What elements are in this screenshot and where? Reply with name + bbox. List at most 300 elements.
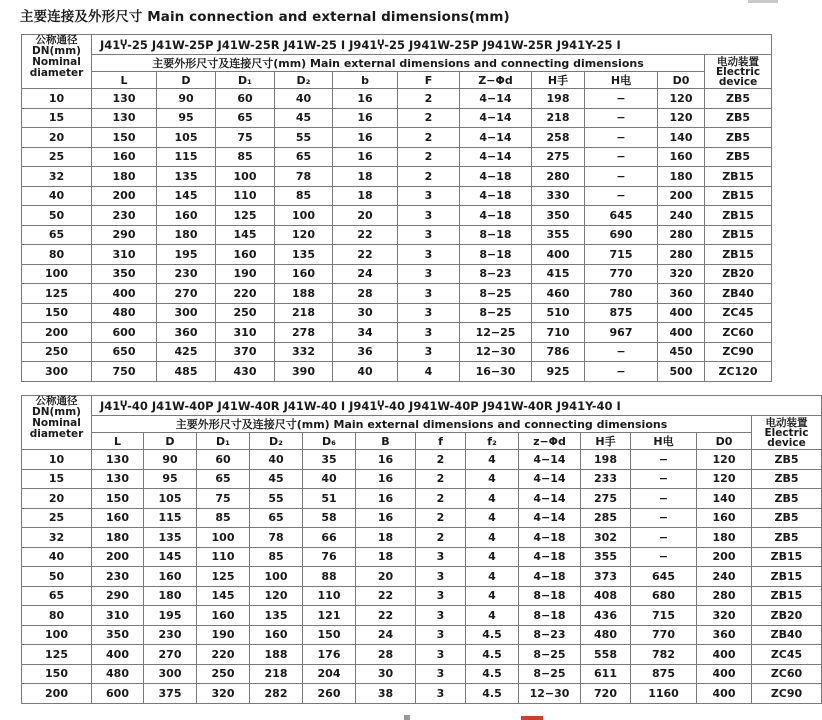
table-cell: 95 — [157, 108, 216, 128]
dim-header-cell: b — [333, 72, 398, 89]
table-cell: − — [585, 167, 658, 187]
table-cell: ZB5 — [752, 469, 822, 489]
table-cell: 58 — [303, 508, 356, 528]
table-cell: 120 — [697, 450, 752, 470]
table-row — [22, 469, 822, 489]
table-row — [22, 450, 822, 470]
table-cell: 782 — [631, 645, 697, 665]
table-cell: 600 — [92, 323, 157, 343]
table-cell: 275 — [532, 147, 585, 167]
table-cell: 310 — [216, 323, 275, 343]
table-cell: 12−30 — [460, 342, 532, 362]
dn-label-cn: 公称通径 — [35, 34, 78, 46]
table-cell: 4−18 — [460, 206, 532, 226]
table-cell: 188 — [250, 645, 303, 665]
table-cell: 198 — [581, 450, 631, 470]
table-cell: 2 — [398, 89, 460, 109]
table-cell: 350 — [92, 625, 144, 645]
table-cell: 200 — [92, 547, 144, 567]
table-cell: 40 — [250, 450, 303, 470]
table-cell: 135 — [250, 606, 303, 626]
table-cell: 645 — [585, 206, 658, 226]
table-cell: 4 — [466, 606, 519, 626]
table-cell: 22 — [333, 225, 398, 245]
table-cell: 3 — [398, 323, 460, 343]
table-cell: 2 — [398, 108, 460, 128]
model-list: J41Ⴤ-25 J41W-25P J41W-25R J41W-25 I J941Ⴤ-25 J941W-25P J941W-25R J941Y-25 I — [92, 35, 772, 55]
table-row — [22, 245, 772, 265]
table-cell: 160 — [157, 206, 216, 226]
table-cell: 2 — [416, 489, 466, 509]
table-cell: ZB5 — [752, 450, 822, 470]
table-cell: 22 — [356, 606, 416, 626]
table-cell: 30 — [356, 664, 416, 684]
table-cell: 45 — [250, 469, 303, 489]
table-cell: 600 — [92, 684, 144, 704]
footer-decoration — [404, 715, 410, 720]
table-cell: 645 — [631, 567, 697, 587]
table-cell: 115 — [157, 147, 216, 167]
table-cell: 110 — [216, 186, 275, 206]
table-cell: 160 — [250, 625, 303, 645]
table-cell: 100 — [197, 528, 250, 548]
table-row — [22, 684, 822, 704]
table-cell: 400 — [697, 684, 752, 704]
table-cell: 786 — [532, 342, 585, 362]
table-row — [22, 547, 822, 567]
table-cell: ZB5 — [752, 508, 822, 528]
table-cell: 400 — [92, 645, 144, 665]
table-cell: 220 — [216, 284, 275, 304]
table-cell: 3 — [416, 567, 466, 587]
table-cell: 3 — [416, 645, 466, 665]
table-cell: 650 — [92, 342, 157, 362]
table-cell: 558 — [581, 645, 631, 665]
table-cell: 8−23 — [460, 264, 532, 284]
dn-value-cell: 10 — [22, 450, 92, 470]
dim-header-cell: f — [416, 433, 466, 450]
table-cell: 4−14 — [460, 89, 532, 109]
table-cell: 270 — [157, 284, 216, 304]
table-cell: 3 — [416, 586, 466, 606]
table-cell: ZB20 — [705, 264, 772, 284]
dn-value-cell: 65 — [22, 586, 92, 606]
table-cell: 18 — [333, 167, 398, 187]
table-cell: 90 — [144, 450, 197, 470]
table-cell: 18 — [356, 528, 416, 548]
table-cell: 8−18 — [519, 586, 581, 606]
table-row — [22, 645, 822, 665]
table-cell: 135 — [275, 245, 333, 265]
dim-header-cell: D₁ — [216, 72, 275, 89]
dn-value-cell: 100 — [22, 264, 92, 284]
table-cell: 4 — [466, 469, 519, 489]
table-cell: 258 — [532, 128, 585, 148]
table-cell: 3 — [398, 206, 460, 226]
table-row — [22, 186, 772, 206]
table-cell: 135 — [144, 528, 197, 548]
footer-accent-mark — [521, 716, 543, 720]
table-cell: ZB20 — [752, 606, 822, 626]
table-cell: 2 — [416, 450, 466, 470]
table-cell: 16 — [333, 128, 398, 148]
table-cell: 3 — [398, 342, 460, 362]
table-cell: 130 — [92, 89, 157, 109]
table-cell: 198 — [532, 89, 585, 109]
table-cell: 200 — [92, 186, 157, 206]
table-cell: 480 — [92, 303, 157, 323]
table-cell: 4 — [466, 528, 519, 548]
table-cell: 400 — [697, 645, 752, 665]
table-cell: ZB15 — [705, 225, 772, 245]
table-cell: 160 — [197, 606, 250, 626]
dn-value-cell: 250 — [22, 342, 92, 362]
table-cell: 218 — [532, 108, 585, 128]
dimensions-table-40 — [21, 395, 822, 704]
table-cell: 250 — [197, 664, 250, 684]
dn-value-cell: 32 — [22, 167, 92, 187]
table-cell: 160 — [92, 147, 157, 167]
dn-value-cell: 32 — [22, 528, 92, 548]
table-cell: 180 — [697, 528, 752, 548]
table-cell: ZB5 — [705, 147, 772, 167]
table-cell: 780 — [585, 284, 658, 304]
table-cell: 240 — [658, 206, 705, 226]
table-cell: 4−14 — [519, 489, 581, 509]
table-cell: 8−18 — [460, 245, 532, 265]
table-cell: 4−14 — [519, 508, 581, 528]
table-cell: 85 — [197, 508, 250, 528]
table-cell: 65 — [197, 469, 250, 489]
table-row — [22, 147, 772, 167]
table-cell: 160 — [697, 508, 752, 528]
table-cell: 290 — [92, 586, 144, 606]
table-cell: 3 — [398, 245, 460, 265]
table-cell: 100 — [250, 567, 303, 587]
dim-header-cell: D0 — [658, 72, 705, 89]
table-cell: ZC90 — [752, 684, 822, 704]
table-cell: 40 — [303, 469, 356, 489]
table-cell: 8−18 — [460, 225, 532, 245]
dim-header-cell: D — [144, 433, 197, 450]
table-cell: 710 — [532, 323, 585, 343]
table-cell: ZB40 — [752, 625, 822, 645]
table-cell: 408 — [581, 586, 631, 606]
table-cell: 110 — [197, 547, 250, 567]
table-cell: 355 — [532, 225, 585, 245]
table-cell: 4 — [466, 586, 519, 606]
table-cell: 85 — [216, 147, 275, 167]
dn-value-cell: 80 — [22, 606, 92, 626]
dn-value-cell: 20 — [22, 489, 92, 509]
dn-value-cell: 25 — [22, 147, 92, 167]
table-cell: 715 — [585, 245, 658, 265]
electric-device-header — [752, 416, 822, 450]
table-cell: 260 — [303, 684, 356, 704]
dim-header-cell: H手 — [532, 72, 585, 89]
dn-value-cell: 40 — [22, 186, 92, 206]
table-row — [22, 508, 822, 528]
table-cell: 34 — [333, 323, 398, 343]
table-cell: 3 — [416, 664, 466, 684]
table-cell: 51 — [303, 489, 356, 509]
table-cell: 925 — [532, 362, 585, 382]
table-cell: 500 — [658, 362, 705, 382]
table-cell: ZC60 — [705, 323, 772, 343]
table-row — [22, 284, 772, 304]
table-cell: 282 — [250, 684, 303, 704]
table-row — [22, 128, 772, 148]
table-cell: ZC45 — [705, 303, 772, 323]
table-cell: 285 — [581, 508, 631, 528]
table-cell: 355 — [581, 547, 631, 567]
table-cell: 400 — [532, 245, 585, 265]
dim-header-cell: D₂ — [250, 433, 303, 450]
dn-value-cell: 65 — [22, 225, 92, 245]
dims-header-row — [22, 433, 822, 450]
table-cell: 130 — [92, 450, 144, 470]
table-cell: 120 — [275, 225, 333, 245]
table-cell: 60 — [216, 89, 275, 109]
table-cell: 78 — [250, 528, 303, 548]
table-cell: 105 — [157, 128, 216, 148]
table-cell: 75 — [216, 128, 275, 148]
table-cell: − — [585, 147, 658, 167]
dn-header-cell — [22, 35, 92, 89]
dim-header-cell: H手 — [581, 433, 631, 450]
corner-decoration — [748, 0, 778, 3]
table-cell: 1160 — [631, 684, 697, 704]
table-cell: 75 — [197, 489, 250, 509]
table-row — [22, 206, 772, 226]
table-row — [22, 489, 822, 509]
table-cell: 3 — [416, 606, 466, 626]
table-cell: ZB5 — [705, 108, 772, 128]
table-cell: 180 — [157, 225, 216, 245]
table-cell: 4 — [398, 362, 460, 382]
table-cell: 8−25 — [460, 303, 532, 323]
table-cell: 130 — [92, 108, 157, 128]
dimensions-table-25 — [21, 34, 772, 382]
table-cell: 135 — [157, 167, 216, 187]
table-cell: 200 — [658, 186, 705, 206]
table-row — [22, 625, 822, 645]
table-cell: 300 — [157, 303, 216, 323]
table-cell: 22 — [333, 245, 398, 265]
table-cell: 230 — [92, 567, 144, 587]
table-cell: 4 — [466, 450, 519, 470]
dim-header-cell: f₂ — [466, 433, 519, 450]
table-cell: 160 — [92, 508, 144, 528]
table-cell: 310 — [92, 245, 157, 265]
table-cell: 480 — [581, 625, 631, 645]
dn-value-cell: 100 — [22, 625, 92, 645]
table-cell: 18 — [356, 547, 416, 567]
dim-header-cell: z−Φd — [519, 433, 581, 450]
table-cell: 375 — [144, 684, 197, 704]
table-cell: 350 — [532, 206, 585, 226]
table-cell: 150 — [92, 128, 157, 148]
dim-header-cell: D₁ — [197, 433, 250, 450]
table-cell: 200 — [697, 547, 752, 567]
dn-value-cell: 300 — [22, 362, 92, 382]
table-cell: 770 — [631, 625, 697, 645]
table-cell: 45 — [275, 108, 333, 128]
dim-header-cell: D₂ — [275, 72, 333, 89]
table-cell: 415 — [532, 264, 585, 284]
table-cell: 485 — [157, 362, 216, 382]
table-cell: − — [585, 342, 658, 362]
table-cell: 310 — [92, 606, 144, 626]
table-cell: ZC45 — [752, 645, 822, 665]
table-cell: 4−18 — [519, 547, 581, 567]
table-cell: 480 — [92, 664, 144, 684]
table-cell: 4.5 — [466, 625, 519, 645]
dim-header-cell: L — [92, 433, 144, 450]
table-cell: 3 — [398, 225, 460, 245]
table-cell: 8−25 — [460, 284, 532, 304]
table-cell: ZB5 — [705, 89, 772, 109]
table-row — [22, 342, 772, 362]
dn-label-en2: diameter — [29, 428, 84, 440]
table-row — [22, 303, 772, 323]
table-cell: 195 — [144, 606, 197, 626]
table-cell: 145 — [157, 186, 216, 206]
table-row — [22, 323, 772, 343]
table-cell: 8−23 — [519, 625, 581, 645]
table-cell: 110 — [303, 586, 356, 606]
table-cell: 90 — [157, 89, 216, 109]
table-cell: 280 — [532, 167, 585, 187]
dn-header-cell — [22, 396, 92, 450]
dn-value-cell: 15 — [22, 469, 92, 489]
table-cell: 85 — [250, 547, 303, 567]
table-cell: 680 — [631, 586, 697, 606]
table-cell: 230 — [144, 625, 197, 645]
table-cell: 460 — [532, 284, 585, 304]
table-cell: 121 — [303, 606, 356, 626]
dn-value-cell: 50 — [22, 567, 92, 587]
table-cell: 3 — [416, 547, 466, 567]
table-cell: 280 — [697, 586, 752, 606]
table-row — [22, 528, 822, 548]
table-cell: 140 — [697, 489, 752, 509]
table-cell: 4 — [466, 567, 519, 587]
table-cell: 425 — [157, 342, 216, 362]
table-cell: ZB15 — [705, 245, 772, 265]
table-row — [22, 167, 772, 187]
table-row — [22, 225, 772, 245]
table-cell: 150 — [303, 625, 356, 645]
table-cell: 400 — [658, 303, 705, 323]
table-cell: 967 — [585, 323, 658, 343]
table-cell: 233 — [581, 469, 631, 489]
table-row — [22, 362, 772, 382]
table-cell: 218 — [250, 664, 303, 684]
electric-device-header — [705, 55, 772, 89]
dims-title: 主要外形尺寸及连接尺寸(mm) Main external dimensions and connecting dimensions — [92, 416, 752, 433]
table-row — [22, 264, 772, 284]
page-title: 主要连接及外形尺寸 Main connection and external dimensions(mm) — [20, 9, 510, 25]
dims-title: 主要外形尺寸及连接尺寸(mm) Main external dimensions and connecting dimensions — [92, 55, 705, 72]
table-cell: 510 — [532, 303, 585, 323]
table-cell: 4 — [466, 489, 519, 509]
dn-value-cell: 20 — [22, 128, 92, 148]
table-cell: 12−25 — [460, 323, 532, 343]
dn-value-cell: 15 — [22, 108, 92, 128]
table-cell: 120 — [658, 108, 705, 128]
dn-value-cell: 40 — [22, 547, 92, 567]
table-cell: 2 — [416, 469, 466, 489]
table-cell: 40 — [333, 362, 398, 382]
table-cell: 715 — [631, 606, 697, 626]
dn-value-cell: 125 — [22, 284, 92, 304]
table-cell: 4−18 — [460, 186, 532, 206]
table-cell: 750 — [92, 362, 157, 382]
table-cell: 8−18 — [519, 606, 581, 626]
table-cell: 4−18 — [519, 567, 581, 587]
table-cell: ZB15 — [752, 586, 822, 606]
dn-value-cell: 80 — [22, 245, 92, 265]
table-cell: 65 — [216, 108, 275, 128]
table-cell: − — [631, 469, 697, 489]
table-cell: 145 — [216, 225, 275, 245]
table-cell: ZB40 — [705, 284, 772, 304]
table-cell: 690 — [585, 225, 658, 245]
table-cell: 145 — [197, 586, 250, 606]
ed-label-cn: 电动装置 — [717, 55, 760, 68]
table-row — [22, 89, 772, 109]
table-cell: 3 — [398, 303, 460, 323]
dn-value-cell: 150 — [22, 664, 92, 684]
table-cell: 35 — [303, 450, 356, 470]
table-cell: 3 — [398, 186, 460, 206]
ed-label-en1: Electric — [764, 426, 809, 439]
table-cell: 360 — [658, 284, 705, 304]
table-cell: 400 — [92, 284, 157, 304]
table-cell: 770 — [585, 264, 658, 284]
table-cell: 100 — [216, 167, 275, 187]
table-cell: 220 — [197, 645, 250, 665]
table-cell: 4 — [466, 547, 519, 567]
table-cell: 88 — [303, 567, 356, 587]
dn-label-en1: Nominal — [32, 417, 81, 429]
table-cell: 332 — [275, 342, 333, 362]
ed-label-cn: 电动装置 — [765, 416, 808, 429]
table-cell: − — [585, 186, 658, 206]
table-cell: 204 — [303, 664, 356, 684]
ed-label-en1: Electric — [715, 65, 761, 78]
dim-header-cell: F — [398, 72, 460, 89]
table-cell: 3 — [416, 625, 466, 645]
table-cell: ZB5 — [752, 528, 822, 548]
table-cell: 190 — [216, 264, 275, 284]
table-cell: 76 — [303, 547, 356, 567]
table-cell: 115 — [144, 508, 197, 528]
table-cell: 4−18 — [460, 167, 532, 187]
table-cell: 430 — [216, 362, 275, 382]
table-cell: 160 — [275, 264, 333, 284]
table-cell: 320 — [697, 606, 752, 626]
table-cell: 875 — [585, 303, 658, 323]
model-list: J41Ⴤ-40 J41W-40P J41W-40R J41W-40 I J941Ⴤ-40 J941W-40P J941W-40R J941Y-40 I — [92, 396, 822, 416]
table-cell: − — [585, 108, 658, 128]
table-cell: 400 — [697, 664, 752, 684]
dn-label-cn: 公称通径 — [35, 395, 78, 407]
table-cell: 4−14 — [460, 147, 532, 167]
table-cell: 20 — [356, 567, 416, 587]
table-cell: 2 — [398, 167, 460, 187]
